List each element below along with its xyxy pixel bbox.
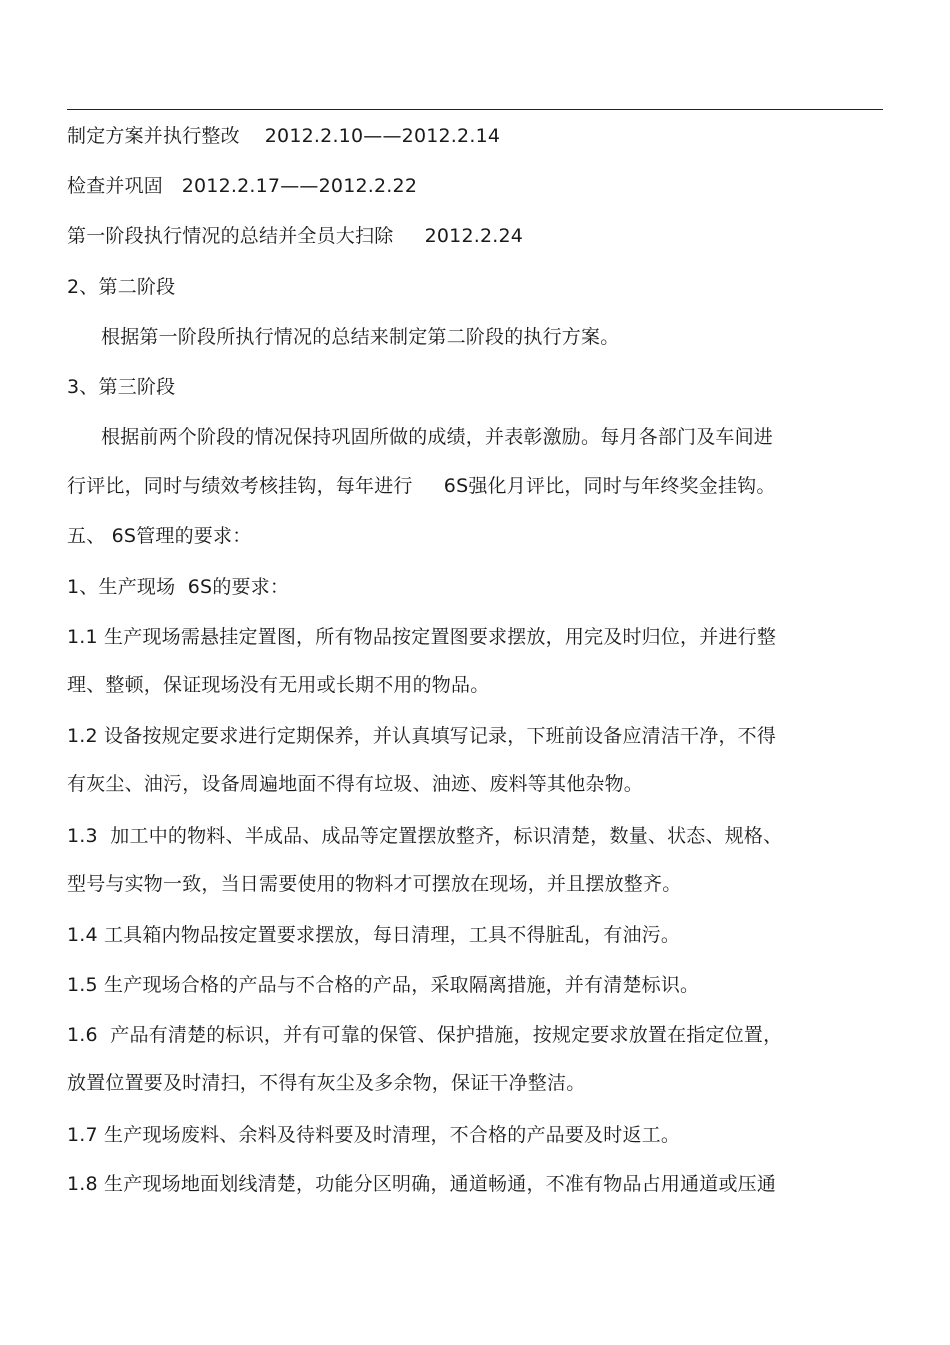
- subsection-one-heading: 1、生产现场 6S的要求：: [67, 576, 290, 598]
- item-1-8-line-1: 1.8 生产现场地面划线清楚，功能分区明确，通道畅通，不准有物品占用通道或压通: [67, 1173, 777, 1195]
- schedule-line-rectify: 制定方案并执行整改 2012.2.10——2012.2.14: [67, 125, 501, 147]
- item-1-2-line-1: 1.2 设备按规定要求进行定期保养，并认真填写记录，下班前设备应清洁干净，不得: [67, 725, 777, 747]
- schedule-line-inspect: 检查并巩固 2012.2.17——2012.2.22: [67, 175, 418, 197]
- item-1-1-line-2: 理、整顿，保证现场没有无用或长期不用的物品。: [67, 674, 490, 696]
- item-1-4: 1.4 工具箱内物品按定置要求摆放，每日清理，工具不得脏乱，有油污。: [67, 924, 681, 946]
- stage-three-heading: 3、第三阶段: [67, 376, 176, 398]
- item-1-3-line-2: 型号与实物一致，当日需要使用的物料才可摆放在现场，并且摆放整齐。: [67, 873, 682, 895]
- item-1-2-line-2: 有灰尘、油污，设备周遍地面不得有垃圾、油迹、废料等其他杂物。: [67, 773, 644, 795]
- stage-two-text: 根据第一阶段所执行情况的总结来制定第二阶段的执行方案。: [101, 326, 620, 348]
- stage-three-text-line-2: 行评比，同时与绩效考核挂钩，每年进行 6S强化月评比，同时与年终奖金挂钩。: [67, 475, 776, 497]
- stage-two-heading: 2、第二阶段: [67, 276, 176, 298]
- item-1-6-line-2: 放置位置要及时清扫，不得有灰尘及多余物，保证干净整洁。: [67, 1072, 586, 1094]
- item-1-3-line-1: 1.3 加工中的物料、半成品、成品等定置摆放整齐，标识清楚，数量、状态、规格、: [67, 825, 783, 847]
- item-1-5: 1.5 生产现场合格的产品与不合格的产品，采取隔离措施，并有清楚标识。: [67, 974, 700, 996]
- stage-three-text-line-1: 根据前两个阶段的情况保持巩固所做的成绩，并表彰激励。每月各部门及车间进: [101, 426, 774, 448]
- header-rule: [67, 109, 883, 110]
- section-five-heading: 五、 6S管理的要求：: [67, 525, 252, 547]
- item-1-7: 1.7 生产现场废料、余料及待料要及时清理，不合格的产品要及时返工。: [67, 1124, 681, 1146]
- item-1-1-line-1: 1.1 生产现场需悬挂定置图，所有物品按定置图要求摆放，用完及时归位，并进行整: [67, 626, 777, 648]
- schedule-line-summary: 第一阶段执行情况的总结并全员大扫除 2012.2.24: [67, 225, 524, 247]
- item-1-6-line-1: 1.6 产品有清楚的标识，并有可靠的保管、保护措施，按规定要求放置在指定位置，: [67, 1024, 783, 1046]
